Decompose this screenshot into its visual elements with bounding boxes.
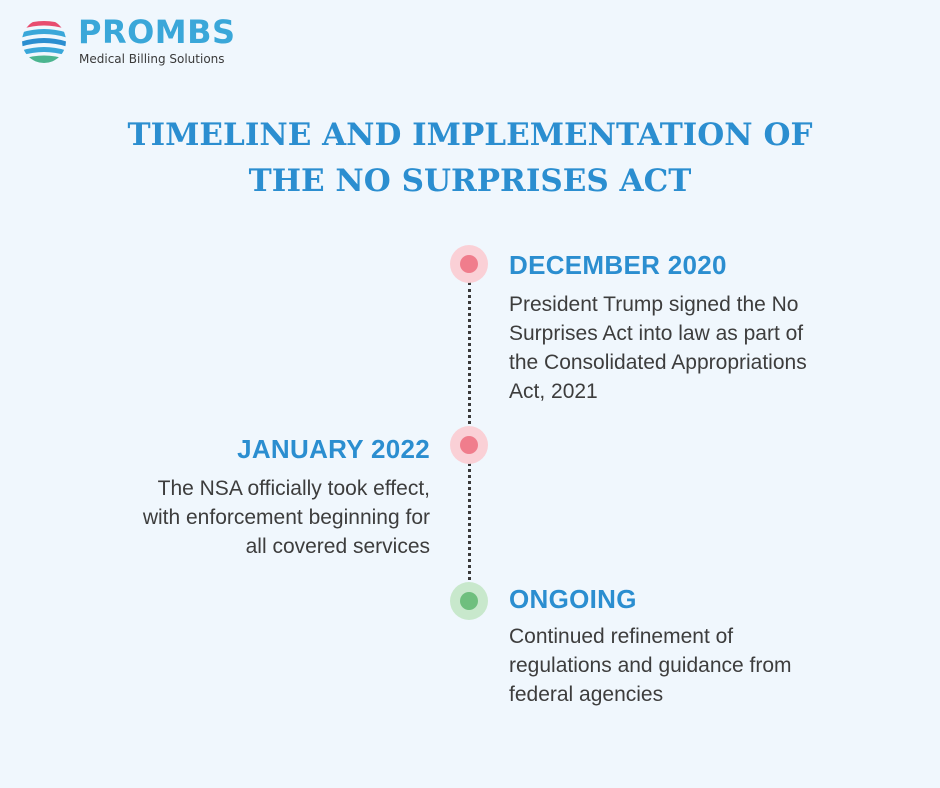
event-desc-line: regulations and guidance from — [509, 654, 792, 677]
title-line-1: TIMELINE AND IMPLEMENTATION OF — [127, 117, 813, 153]
event-desc-line: President Trump signed the No — [509, 293, 799, 316]
event-description-jan-2022 — [143, 474, 430, 561]
timeline-marker-dec-2020 — [450, 245, 488, 283]
event-desc-line: Surprises Act into law as part of — [509, 322, 804, 345]
event-desc-line: federal agencies — [509, 683, 664, 706]
timeline-marker-ongoing — [450, 582, 488, 620]
event-description-dec-2020 — [509, 290, 807, 406]
event-date-jan-2022: JANUARY 2022 — [237, 434, 430, 464]
event-desc-line: with enforcement beginning for — [142, 506, 430, 529]
event-description-ongoing — [509, 622, 792, 709]
event-date-ongoing: ONGOING — [509, 584, 637, 614]
event-desc-line: the Consolidated Appropriations — [509, 351, 807, 374]
timeline-marker-jan-2022 — [450, 426, 488, 464]
event-desc-line: Act, 2021 — [509, 380, 598, 403]
brand-name: PROMBS — [78, 13, 236, 51]
page-title — [0, 112, 940, 204]
brand-tagline: Medical Billing Solutions — [79, 52, 225, 66]
event-desc-line: all covered services — [245, 535, 430, 558]
event-date-dec-2020: DECEMBER 2020 — [509, 250, 727, 280]
globe-logo-icon — [20, 17, 68, 65]
event-desc-line: Continued refinement of — [509, 625, 734, 648]
brand-logo — [20, 13, 236, 66]
event-desc-line: The NSA officially took effect, — [157, 477, 430, 500]
title-line-2: THE NO SURPRISES ACT — [248, 163, 692, 199]
